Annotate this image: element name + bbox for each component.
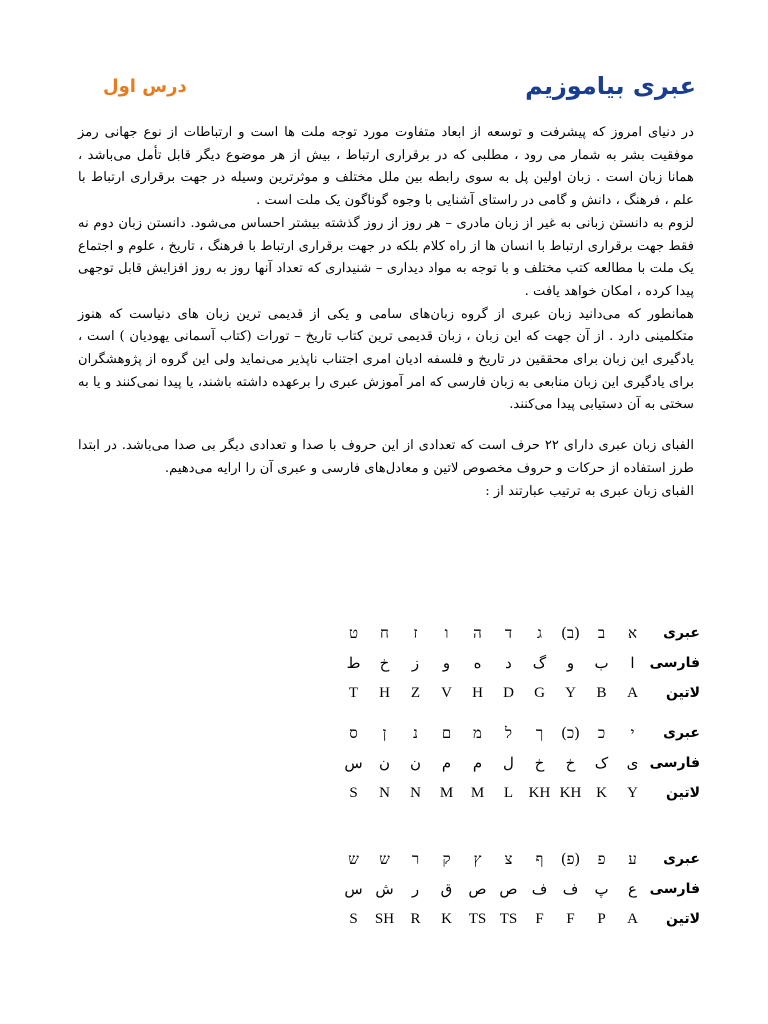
letter-cell: ی bbox=[626, 754, 639, 772]
letter-cell: A bbox=[627, 910, 638, 927]
letter-cell: م bbox=[441, 754, 452, 772]
letter-cell: Y bbox=[565, 684, 576, 701]
persian-row bbox=[320, 748, 700, 778]
persian-row-letters bbox=[338, 880, 648, 898]
page-title: عبری بیاموزیم bbox=[525, 72, 696, 100]
hebrew-row bbox=[320, 844, 700, 874]
letter-cell: ש bbox=[348, 849, 359, 868]
letter-cell: و bbox=[566, 654, 575, 672]
persian-row bbox=[320, 874, 700, 904]
alphabet-group bbox=[320, 718, 700, 808]
letter-cell: ה bbox=[473, 623, 482, 642]
alphabet-group bbox=[320, 844, 700, 934]
letter-cell: (כ) bbox=[560, 723, 581, 742]
letter-cell: گ bbox=[532, 654, 547, 672]
latin-row-label: لاتین bbox=[666, 685, 700, 701]
letter-cell: G bbox=[534, 684, 545, 701]
latin-row-label: لاتین bbox=[666, 785, 700, 801]
letter-cell: ס bbox=[349, 723, 358, 742]
letter-cell: Z bbox=[410, 684, 421, 701]
letter-cell: (ב) bbox=[561, 623, 580, 642]
letter-cell: ل bbox=[503, 754, 514, 772]
letter-cell: נ bbox=[413, 723, 418, 742]
persian-row-letters bbox=[338, 654, 648, 672]
letter-cell: N bbox=[379, 784, 390, 801]
letter-cell: R bbox=[410, 910, 421, 927]
letter-cell: ע bbox=[628, 849, 637, 868]
letter-cell: SH bbox=[374, 910, 395, 927]
hebrew-row bbox=[320, 618, 700, 648]
letter-cell: ט bbox=[348, 623, 359, 642]
letter-cell: ب bbox=[594, 654, 609, 672]
letter-cell: س bbox=[344, 880, 363, 898]
paragraph: الفبای زبان عبری دارای ۲۲ حرف است که تعدادی از این حروف با صدا و تعدادی دیگر بی صدا می‌باشد. در ابتدا طرز استفاده از حرکات و حروف مخصوص لاتین و معادل‌های فارسی و عبری آن را ارایه می‌دهیم. bbox=[78, 438, 694, 476]
letter-cell: י bbox=[630, 723, 635, 742]
alphabet-group bbox=[320, 618, 700, 708]
letter-cell: מ bbox=[473, 723, 482, 742]
letter-cell: כ bbox=[597, 723, 606, 742]
letter-cell: M bbox=[470, 784, 485, 801]
letter-cell: ר bbox=[411, 849, 420, 868]
letter-cell: TS bbox=[468, 910, 487, 927]
letter-cell: ג bbox=[537, 623, 542, 642]
letter-cell: س bbox=[344, 754, 363, 772]
letter-cell: پ bbox=[594, 880, 609, 898]
latin-row bbox=[320, 678, 700, 708]
letter-cell: ز bbox=[411, 654, 420, 672]
letter-cell: (פ) bbox=[560, 849, 581, 868]
paragraph: در دنیای امروز که پیشرفت و توسعه از ابعاد متفاوت مورد توجه ملت ها است و ارتباطات از نوع جهانی رمز موفقیت بشر به شمار می رود ، مطلبی که در برقراری ارتباط ، بیش از هر موضوع دیگر قابل تأمل می‌باشد ، همانا زبان است . زبان اولین پل به سوی رابطه بین ملل مختلف و موثرترین وسیله در جهت برقراری ارتباط با علم ، فرهنگ ، دانش و گامی در راستای آشنایی با وجوه گوناگون یک ملت است . bbox=[78, 125, 694, 209]
letter-cell: ص bbox=[468, 880, 487, 898]
letter-cell: S bbox=[349, 784, 358, 801]
hebrew-row-label: عبری bbox=[663, 725, 700, 741]
lesson-badge: درس اول bbox=[103, 76, 187, 97]
letter-cell: ל bbox=[504, 723, 513, 742]
letter-cell: ه bbox=[473, 654, 482, 672]
letter-cell: A bbox=[627, 684, 638, 701]
letter-cell: ם bbox=[441, 723, 452, 742]
letter-cell: ך bbox=[535, 723, 544, 742]
letter-cell: و bbox=[442, 654, 451, 672]
body-text bbox=[78, 122, 694, 503]
letter-cell: ד bbox=[504, 623, 513, 642]
letter-cell: ا bbox=[630, 654, 635, 672]
letter-cell: TS bbox=[499, 910, 518, 927]
letter-cell: ץ bbox=[473, 849, 482, 868]
letter-cell: ف bbox=[562, 880, 579, 898]
letter-cell: ف bbox=[531, 880, 548, 898]
letter-cell: L bbox=[503, 784, 514, 801]
letter-cell: F bbox=[566, 910, 575, 927]
letter-cell: ף bbox=[535, 849, 544, 868]
letter-cell: KH bbox=[528, 784, 551, 801]
letter-cell: ו bbox=[444, 623, 449, 642]
letter-cell: ص bbox=[499, 880, 518, 898]
letter-cell: D bbox=[503, 684, 514, 701]
letter-cell: Y bbox=[627, 784, 638, 801]
paragraph: الفبای زبان عبری به ترتیب عبارتند از : bbox=[485, 483, 694, 499]
letter-cell: S bbox=[349, 910, 358, 927]
hebrew-row-letters bbox=[338, 724, 648, 743]
letter-cell: ق bbox=[440, 880, 453, 898]
hebrew-row-label: عبری bbox=[663, 625, 700, 641]
letter-cell: F bbox=[535, 910, 544, 927]
latin-row-letters bbox=[338, 911, 648, 928]
letter-cell: H bbox=[379, 684, 390, 701]
persian-row-letters bbox=[338, 754, 648, 772]
letter-cell: خ bbox=[565, 754, 576, 772]
hebrew-row bbox=[320, 718, 700, 748]
hebrew-row-letters bbox=[338, 624, 648, 643]
letter-cell: ח bbox=[380, 623, 389, 642]
letter-cell: T bbox=[348, 684, 359, 701]
letter-cell: B bbox=[596, 684, 607, 701]
hebrew-row-label: عبری bbox=[663, 851, 700, 867]
letter-cell: ع bbox=[628, 880, 637, 898]
letter-cell: ק bbox=[442, 849, 451, 868]
letter-cell: H bbox=[472, 684, 483, 701]
letter-cell: M bbox=[439, 784, 454, 801]
letter-cell: KH bbox=[559, 784, 582, 801]
letter-cell: K bbox=[441, 910, 452, 927]
letter-cell: ش bbox=[375, 880, 394, 898]
hebrew-row-letters bbox=[338, 850, 648, 869]
alphabet-table bbox=[320, 618, 700, 934]
letter-cell: ז bbox=[413, 623, 418, 642]
letter-cell: א bbox=[627, 623, 637, 642]
letter-cell: د bbox=[505, 654, 512, 672]
letter-cell: V bbox=[441, 684, 452, 701]
paragraph: لزوم به دانستن زبانی به غیر از زبان مادری – هر روز از روز گذشته بیشتر احساس می‌شود. دانستن زبان دوم نه فقط جهت برقراری ارتباط با انسان ها از راه کلام بلکه در جهت برقراری ارتباط با فرهنگ ، تاریخ ، علوم و اجتماع یک ملت با مطالعه کتب مختلف و با توجه به مواد دیداری – شنیداری که تعداد آنها روز به روز افزایش قابل توجهی پیدا کرده ، امکان خواهد یافت . bbox=[78, 215, 694, 299]
letter-cell: ن bbox=[378, 754, 390, 772]
letter-cell: צ bbox=[504, 849, 513, 868]
letter-cell: م bbox=[472, 754, 483, 772]
latin-row-label: لاتین bbox=[666, 911, 700, 927]
latin-row bbox=[320, 904, 700, 934]
latin-row-letters bbox=[338, 685, 648, 702]
letter-cell: خ bbox=[534, 754, 545, 772]
persian-row-label: فارسی bbox=[649, 881, 700, 897]
letter-cell: ن bbox=[409, 754, 421, 772]
letter-cell: خ bbox=[379, 654, 390, 672]
letter-cell: ב bbox=[597, 623, 606, 642]
letter-cell: P bbox=[597, 910, 606, 927]
persian-row-label: فارسی bbox=[649, 655, 700, 671]
letter-cell: ן bbox=[382, 723, 387, 742]
letter-cell: ש bbox=[379, 849, 390, 868]
persian-row-label: فارسی bbox=[649, 755, 700, 771]
letter-cell: פ bbox=[597, 849, 606, 868]
letter-cell: ک bbox=[594, 754, 609, 772]
latin-row bbox=[320, 778, 700, 808]
letter-cell: ر bbox=[411, 880, 420, 898]
letter-cell: N bbox=[410, 784, 421, 801]
latin-row-letters bbox=[338, 785, 648, 802]
paragraph: همانطور که می‌دانید زبان عبری از گروه زبان‌های سامی و یکی از قدیمی ترین زبان های دنیاست که هنوز متکلمینی دارد . از آن جهت که این زبان ، زبان قدیمی ترین کتاب تاریخ – تورات (کتاب آسمانی یهودیان ) است ، یادگیری این زبان برای محققین در تاریخ و فلسفه ادیان امری اجتناب ناپذیر می‌نماید ولی این گروه از پژوهشگران برای یادگیری این زبان منابعی به زبان فارسی که امر آموزش عبری را برعهده داشته باشند، یا پیدا نمی‌کنند و یا به سختی به آن دستیابی پیدا می‌کنند. bbox=[78, 306, 694, 413]
persian-row bbox=[320, 648, 700, 678]
letter-cell: ط bbox=[346, 654, 361, 672]
letter-cell: K bbox=[596, 784, 607, 801]
